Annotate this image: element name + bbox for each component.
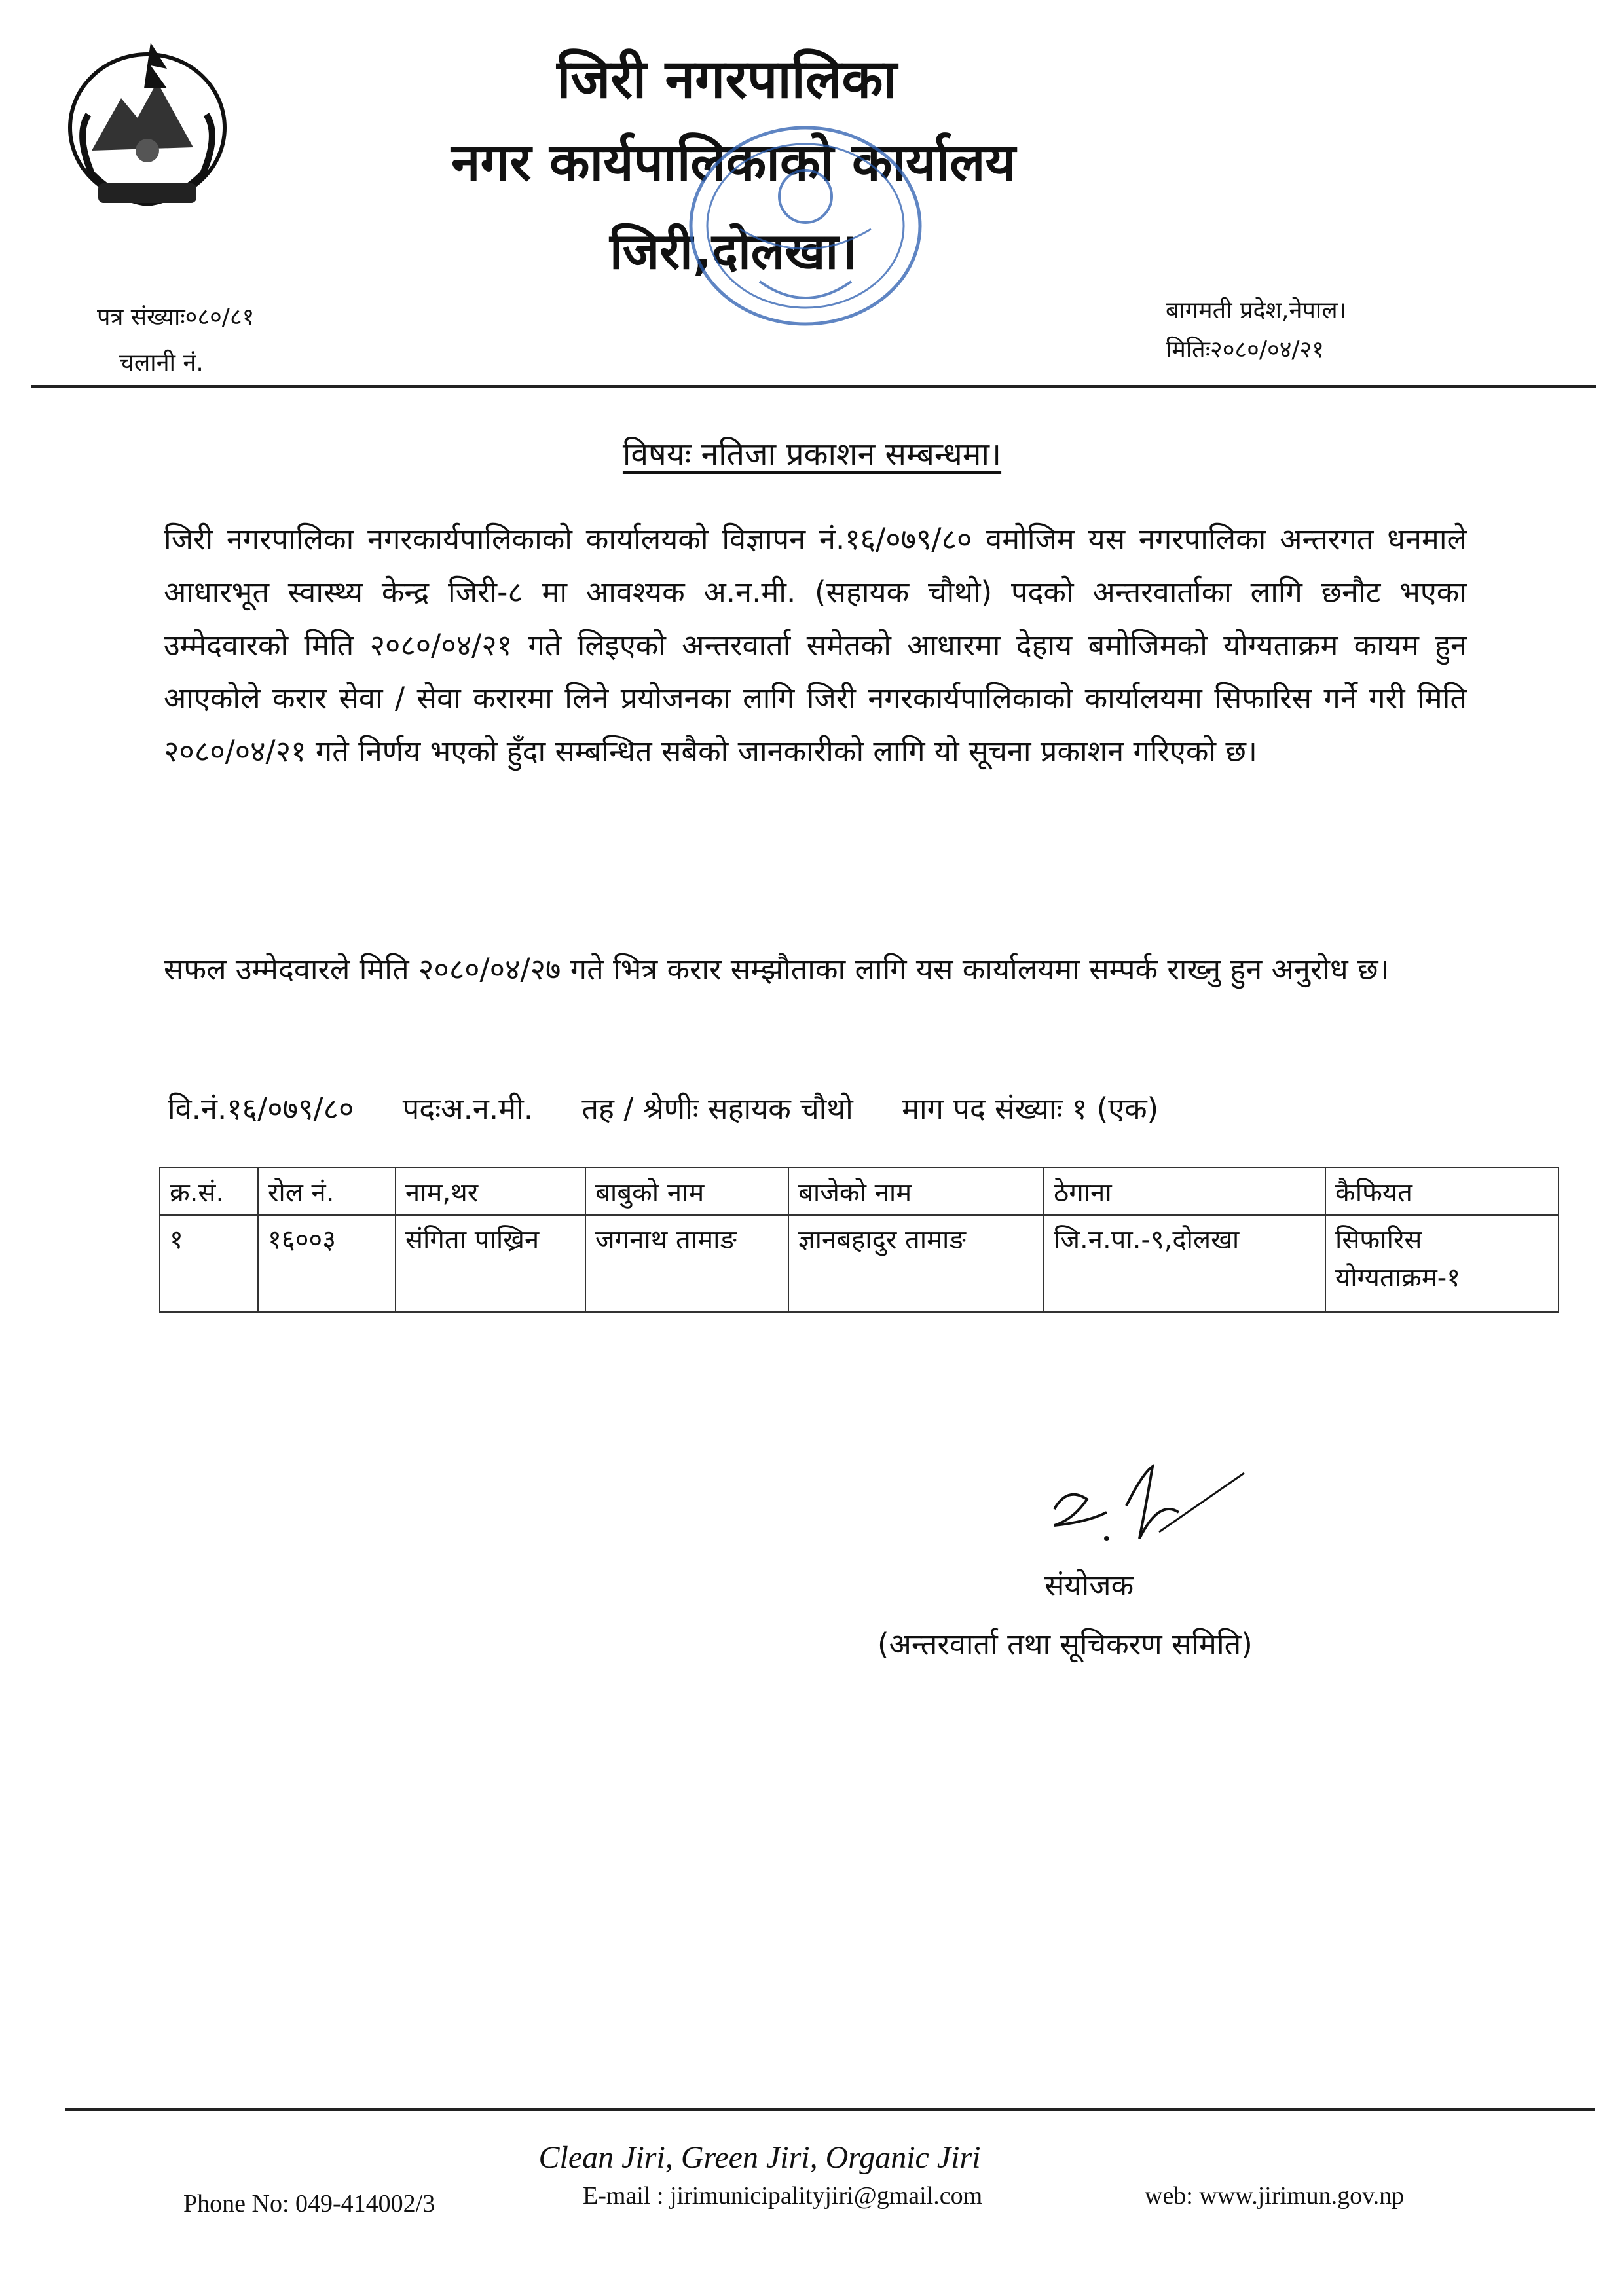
subject-line [0,432,1624,475]
office-name: नगर कार्यपालिकाको कार्यालय [451,132,1016,192]
province-address: बागमती प्रदेश,नेपाल। [1166,297,1347,324]
table-header-row [160,1167,1559,1215]
table-cell: १ [160,1215,258,1312]
results-table [159,1167,1559,1313]
footer-divider [65,2108,1595,2111]
table-cell: १६००३ [258,1215,396,1312]
column-header: ठेगाना [1044,1167,1325,1215]
column-header: बाबुको नाम [585,1167,788,1215]
subject-text: विषयः नतिजा प्रकाशन सम्बन्धमा। [622,436,1002,473]
signatory-title: संयोजक [1044,1568,1134,1603]
committee-name: (अन्तरवार्ता तथा सूचिकरण समिति) [877,1627,1253,1662]
level-category: तह / श्रेणीः सहायक चौथो [581,1091,853,1126]
column-header: कैफियत [1325,1167,1559,1215]
column-header: क्र.सं. [160,1167,258,1215]
footer-slogan: Clean Jiri, Green Jiri, Organic Jiri [538,2140,981,2175]
footer-email: E-mail : jirimunicipalityjiri@gmail.com [583,2182,983,2210]
header-divider [31,385,1596,388]
office-location: जिरी,दोलखा। [610,222,857,280]
table-cell: ज्ञानबहादुर तामाङ [788,1215,1044,1312]
table-cell: जि.न.पा.-९,दोलखा [1044,1215,1325,1312]
table-cell: जगनाथ तामाङ [585,1215,788,1312]
column-header: नाम,थर [396,1167,585,1215]
demand-count: माग पद संख्याः १ (एक) [902,1091,1159,1126]
column-header: बाजेको नाम [788,1167,1044,1215]
advertisement-number: वि.नं.१६/०७९/८० [168,1091,354,1126]
letter-number: पत्र संख्याः०८०/८१ [97,304,255,331]
letter-date: मितिः२०८०/०४/२१ [1166,337,1324,363]
post-name: पदःअ.न.मी. [402,1091,534,1126]
column-header: रोल नं. [258,1167,396,1215]
footer-website: web: www.jirimun.gov.np [1145,2182,1405,2210]
dispatch-number: चलानी नं. [119,350,204,376]
body-paragraph-1: जिरी नगरपालिका नगरकार्यपालिकाको कार्यालयको विज्ञापन नं.१६/०७९/८० वमोजिम यस नगरपालिका अन्तरगत धनमाले आधारभूत स्वास्थ्य केन्द्र जिरी-८ मा आवश्यक अ.न.मी. (सहायक चौथो) पदको अन्तरवार्ताका लागि छनौट भएका उम्मेदवारको मिति २०८०/०४/२१ गते लिइएको अन्तरवार्ता समेतको आधारमा देहाय बमोजिमको योग्यताक्रम कायम हुन आएकोले करार सेवा / सेवा करारमा लिने प्रयोजनका लागि जिरी नगरकार्यपालिकाको कार्यालयमा सिफारिस गर्ने गरी मिति २०८०/०४/२१ गते निर्णय भएको हुँदा सम्बन्धित सबैको जानकारीको लागि यो सूचना प्रकाशन गरिएको छ। [164,522,1467,769]
table-row [160,1215,1559,1312]
signature-mark [1028,1447,1264,1565]
reference-line [168,1088,1198,1128]
table-cell: सिफारिस योग्यताक्रम-१ [1325,1215,1559,1312]
table-cell: संगिता पाख्रिन [396,1215,585,1312]
municipality-name: जिरी नगरपालिका [557,48,897,111]
official-stamp [681,118,930,334]
footer-phone: Phone No: 049-414002/3 [183,2190,435,2217]
body-paragraph-2: सफल उम्मेदवारले मिति २०८०/०४/२७ गते भित्र करार सम्झौताका लागि यस कार्यालयमा सम्पर्क राख्नु हुन अनुरोध छ। [164,952,1390,987]
